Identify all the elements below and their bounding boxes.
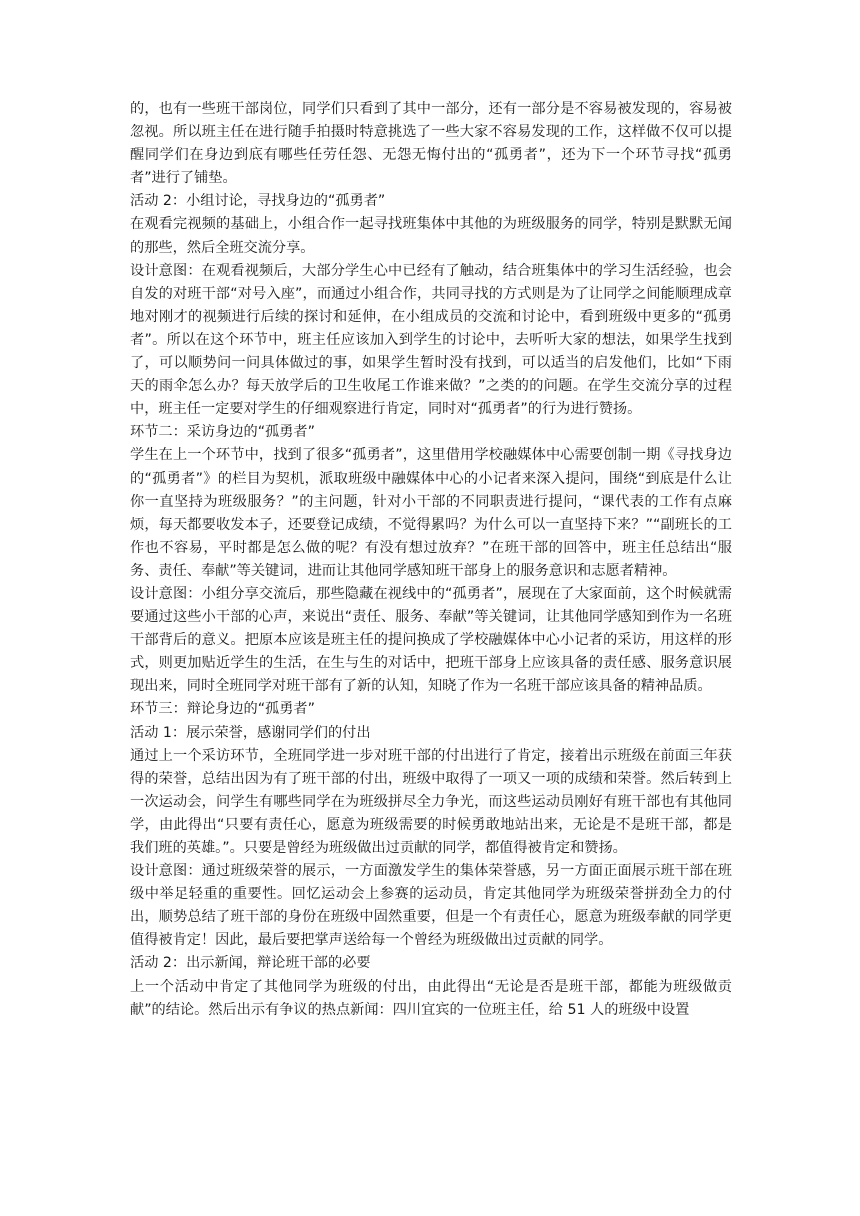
heading-activity-1-honors: 活动 1：展示荣誉，感谢同学们的付出 xyxy=(130,724,371,741)
heading-section-3-debate: 环节三：辩论身边的“孤勇者” xyxy=(130,701,315,718)
paragraph-design-intent-2: 设计意图：小组分享交流后，那些隐藏在视线中的“孤勇者”，展现在了大家面前，这个时候就需要通过这些小干部的心声，来说出“责任、服务、奉献”等关键词，让其他同学感知到作为一名班干部背后的意义。把原本应该是班主任的提问换成了学校融媒体中心小记者的采访，用这样的形式，则更加贴近学生的生活，在生与生的对话中，把班干部身上应该具备的责任感、服务意识展现出来，同时全班同学对班干部有了新的认知，知晓了作为一名班干部应该具备的精神品质。 xyxy=(130,585,732,695)
heading-activity-2-news-debate: 活动 2：出示新闻，辩论班干部的必要 xyxy=(130,955,371,972)
paragraph-interview: 学生在上一个环节中，找到了很多“孤勇者”，这里借用学校融媒体中心需要创制一期《寻找身边的“孤勇者”》的栏目为契机，派取班级中融媒体中心的小记者来深入提问，围绕“到底是什么让你一直坚持为班级服务？”的主问题，针对小干部的不同职责进行提问，“课代表的工作有点麻烦，每天都要收发本子，还要登记成绩，不觉得累吗？为什么可以一直坚持下来？”“副班长的工作也不容易，平时都是怎么做的呢？有没有想过放弃？”在班干部的回答中，班主任总结出“服务、责任、奉献”等关键词，进而让其他同学感知班干部身上的服务意识和志愿者精神。 xyxy=(130,447,732,579)
paragraph-design-intent-3: 设计意图：通过班级荣誉的展示，一方面激发学生的集体荣誉感，另一方面正面展示班干部在班级中举足轻重的重要性。回忆运动会上参赛的运动员，肯定其他同学为班级荣誉拼劲全力的付出，顺势总结了班干部的身份在班级中固然重要，但是一个有责任心，愿意为班级奉献的同学更值得被肯定！因此，最后要把掌声送给每一个曾经为班级做出过贡献的同学。 xyxy=(130,863,732,949)
heading-activity-2-group-discussion: 活动 2：小组讨论，寻找身边的“孤勇者” xyxy=(130,193,386,210)
paragraph-intro-continuation: 的，也有一些班干部岗位，同学们只看到了其中一部分，还有一部分是不容易被发现的，容易被忽视。所以班主任在进行随手拍摄时特意挑选了一些大家不容易发现的工作，这样做不仅可以提醒同学们在身边到底有哪些任劳任怨、无怨无悔付出的“孤勇者”，还为下一个环节寻找“孤勇者”进行了铺垫。 xyxy=(130,101,732,187)
paragraph-news-debate: 上一个活动中肯定了其他同学为班级的付出，由此得出“无论是否是班干部，都能为班级做贡献”的结论。然后出示有争议的热点新闻：四川宜宾的一位班主任，给 51 人的班级中设置 xyxy=(130,978,732,1018)
paragraph-honors: 通过上一个采访环节，全班同学进一步对班干部的付出进行了肯定，接着出示班级在前面三年获得的荣誉，总结出因为有了班干部的付出，班级中取得了一项又一项的成绩和荣誉。然后转到上一次运动会，问学生有哪些同学在为班级拼尽全力争光，而这些运动员刚好有班干部也有其他同学，由此得出“只要有责任心，愿意为班级需要的时候勇敢地站出来，无论是不是班干部，都是我们班的英雄。”。只要是曾经为班级做出过贡献的同学，都值得被肯定和赞扬。 xyxy=(130,747,732,856)
document-page xyxy=(130,98,732,1022)
paragraph-design-intent-1: 设计意图：在观看视频后，大部分学生心中已经有了触动，结合班集体中的学习生活经验，也会自发的对班干部“对号入座”，而通过小组合作，共同寻找的方式则是为了让同学之间能顺理成章地对刚才的视频进行后续的探讨和延伸，在小组成员的交流和讨论中，看到班级中更多的“孤勇者”。所以在这个环节中，班主任应该加入到学生的讨论中，去听听大家的想法，如果学生找到了，可以顺势问一问具体做过的事，如果学生暂时没有找到，可以适当的启发他们，比如“下雨天的雨伞怎么办？每天放学后的卫生收尾工作谁来做？”之类的的问题。在学生交流分享的过程中，班主任一定要对学生的仔细观察进行肯定，同时对“孤勇者”的行为进行赞扬。 xyxy=(130,262,732,418)
paragraph-group-discussion: 在观看完视频的基础上，小组合作一起寻找班集体中其他的为班级服务的同学，特别是默默无闻的那些，然后全班交流分享。 xyxy=(130,216,732,256)
heading-section-2-interview: 环节二：采访身边的“孤勇者” xyxy=(130,424,315,441)
